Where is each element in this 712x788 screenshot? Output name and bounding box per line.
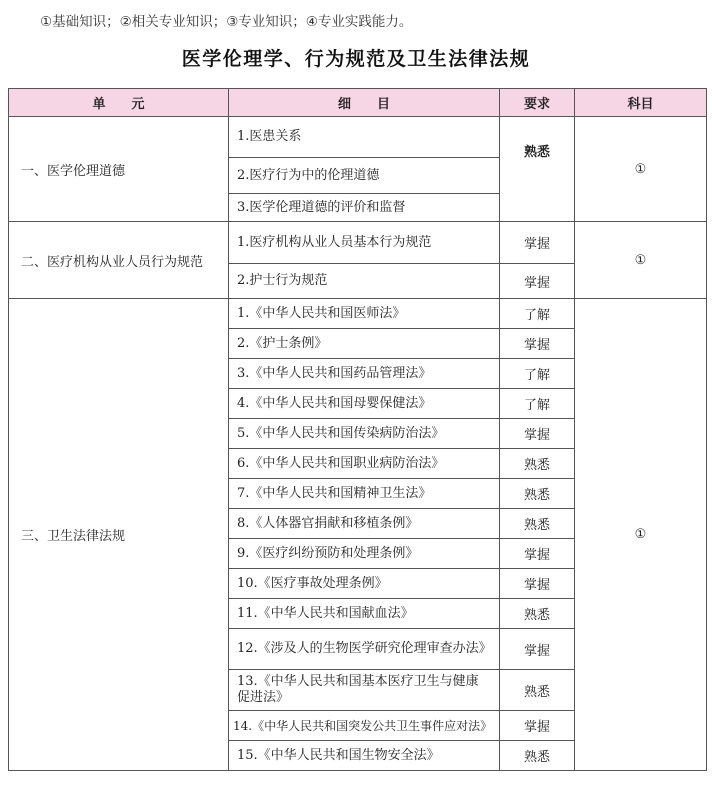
item-text: 6.《中华人民共和国职业病防治法》: [229, 449, 500, 479]
subject-legend-note: ①基础知识；②相关专业知识；③专业知识；④专业实践能力。: [40, 14, 413, 30]
header-unit: 单 元: [9, 89, 229, 117]
requirement: 熟悉: [500, 509, 575, 539]
unit-name: 一、医学伦理道德: [9, 117, 229, 222]
subject: ①: [575, 117, 707, 222]
item-text: 2.护士行为规范: [229, 264, 500, 299]
requirement: 熟悉: [500, 670, 575, 711]
unit-name: 三、卫生法律法规: [9, 299, 229, 771]
item-text: 7.《中华人民共和国精神卫生法》: [229, 479, 500, 509]
requirement: 掌握: [500, 711, 575, 741]
requirement: 掌握: [500, 569, 575, 599]
item-text: 5.《中华人民共和国传染病防治法》: [229, 419, 500, 449]
requirement: 了解: [500, 359, 575, 389]
item-text: 3.医学伦理道德的评价和监督: [229, 194, 500, 222]
header-subject: 科目: [575, 89, 707, 117]
item-text: 4.《中华人民共和国母婴保健法》: [229, 389, 500, 419]
table-row: [9, 117, 707, 158]
table-row: [9, 222, 707, 264]
subject: ①: [575, 299, 707, 771]
requirement: 熟悉: [500, 449, 575, 479]
requirement: 熟悉: [500, 479, 575, 509]
requirement: 熟悉: [500, 599, 575, 629]
item-text: 11.《中华人民共和国献血法》: [229, 599, 500, 629]
item-text: 15.《中华人民共和国生物安全法》: [229, 741, 500, 771]
item-text: 9.《医疗纠纷预防和处理条例》: [229, 539, 500, 569]
requirement: 掌握: [500, 264, 575, 299]
requirement: 了解: [500, 389, 575, 419]
item-text: 1.《中华人民共和国医师法》: [229, 299, 500, 329]
requirement: 熟悉: [500, 741, 575, 771]
item-text: 1.医疗机构从业人员基本行为规范: [229, 222, 500, 264]
requirement: 了解: [500, 299, 575, 329]
requirement: 熟悉: [500, 117, 575, 222]
item-text: 14.《中华人民共和国突发公共卫生事件应对法》: [229, 711, 500, 741]
item-text: 1.医患关系: [229, 117, 500, 158]
item-text: 10.《医疗事故处理条例》: [229, 569, 500, 599]
item-text: 3.《中华人民共和国药品管理法》: [229, 359, 500, 389]
item-text: 2.《护士条例》: [229, 329, 500, 359]
subject: ①: [575, 222, 707, 299]
requirement: 掌握: [500, 222, 575, 264]
item-text: 2.医疗行为中的伦理道德: [229, 158, 500, 194]
header-item: 细 目: [229, 89, 500, 117]
requirement: 掌握: [500, 329, 575, 359]
requirement: 掌握: [500, 539, 575, 569]
unit-name: 二、医疗机构从业人员行为规范: [9, 222, 229, 299]
requirement: 掌握: [500, 419, 575, 449]
item-text: 12.《涉及人的生物医学研究伦理审查办法》: [229, 629, 500, 670]
header-requirement: 要求: [500, 89, 575, 117]
item-text: 8.《人体器官捐献和移植条例》: [229, 509, 500, 539]
table-header-row: [9, 89, 707, 117]
requirement: 掌握: [500, 629, 575, 670]
item-text: 13.《中华人民共和国基本医疗卫生与健康促进法》: [229, 670, 500, 711]
syllabus-table: [8, 88, 707, 771]
table-row: [9, 299, 707, 329]
page-title: 医学伦理学、行为规范及卫生法律法规: [181, 48, 531, 70]
